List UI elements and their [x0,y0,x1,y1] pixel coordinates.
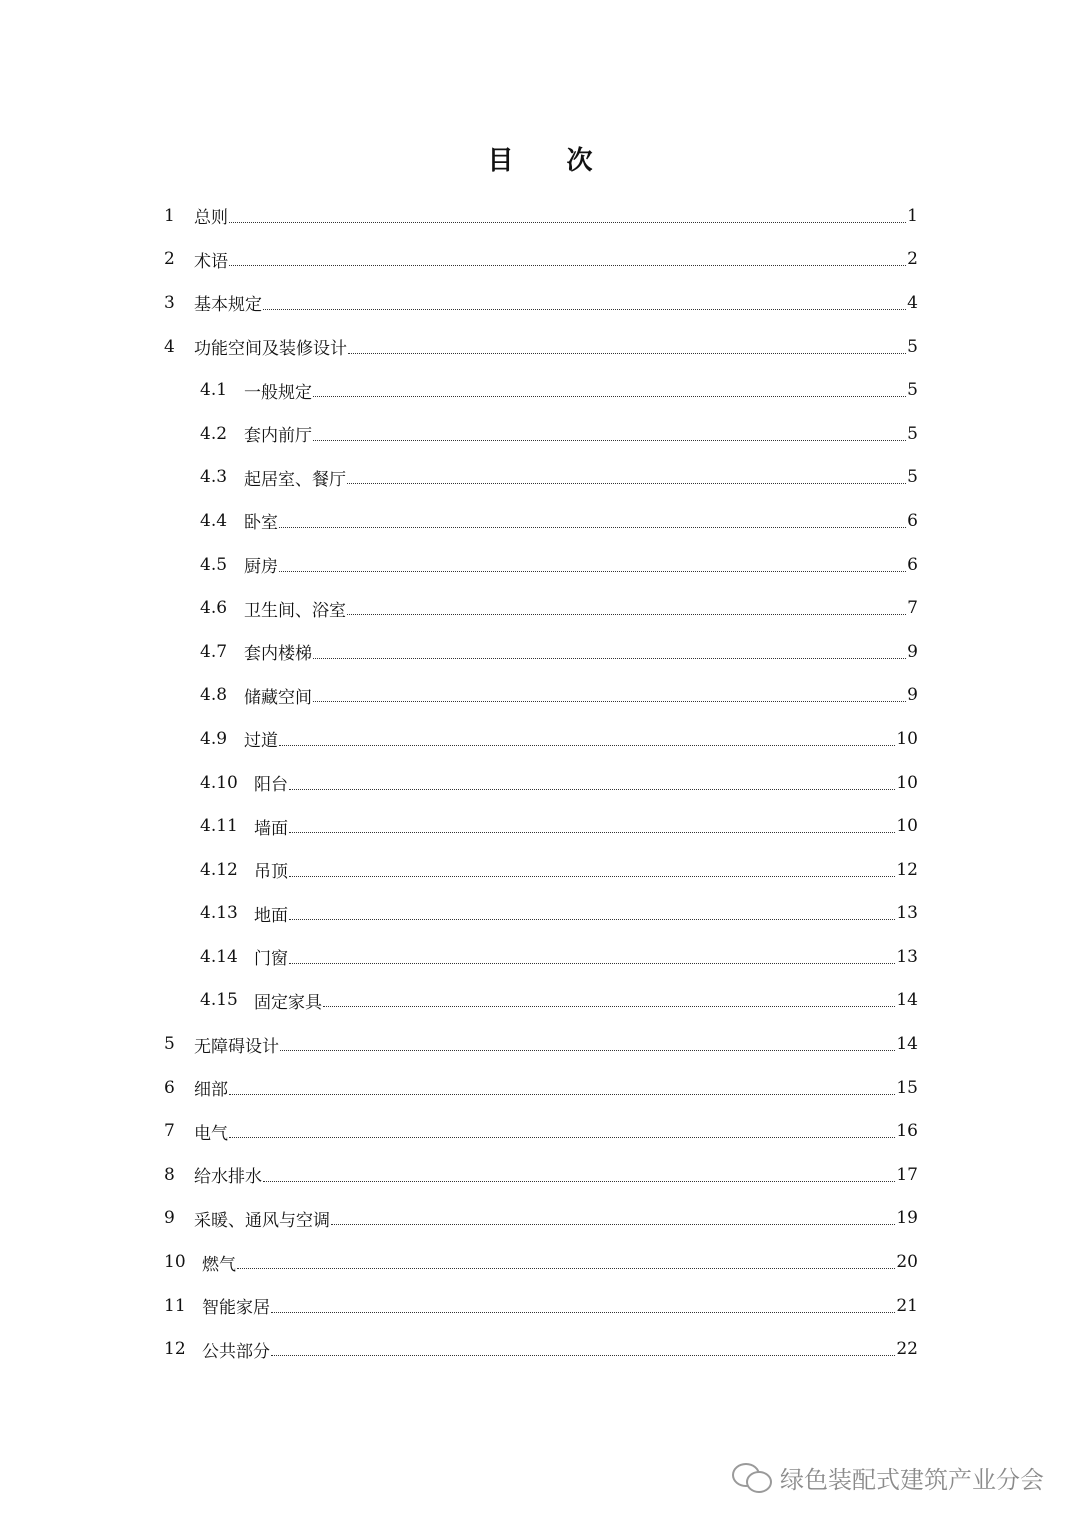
toc-entry[interactable] [160,586,918,630]
toc-entry-page: 9 [907,685,918,706]
toc-dot-leader [263,1180,895,1182]
toc-entry-number: 12 [164,1339,186,1360]
toc-entry-number: 4.13 [200,903,238,924]
toc-entry[interactable] [160,804,918,848]
toc-dot-leader [347,613,906,615]
toc-dot-leader [279,526,906,528]
toc-entry-label: 起居室、餐厅 [244,469,346,490]
toc-entry-number: 4.5 [200,554,228,575]
toc-entry-label: 套内楼梯 [244,644,312,665]
toc-entry-page: 5 [907,467,918,488]
toc-entry-page: 7 [907,598,918,619]
watermark [732,1460,1044,1495]
toc-entry-page: 14 [896,1034,918,1055]
toc-dot-leader [348,352,906,354]
toc-entry-number: 4.10 [200,772,238,793]
toc-dot-leader [229,1093,895,1095]
toc-entry-number: 4.9 [200,728,228,749]
toc-entry-page: 6 [907,510,918,531]
toc-entry-label: 阳台 [254,775,288,796]
toc-dot-leader [313,657,906,659]
toc-entry-label: 一般规定 [244,382,312,403]
toc-entry-page: 9 [907,641,918,662]
toc-entry-number: 10 [164,1252,186,1273]
toc-entry-number: 8 [164,1164,175,1185]
toc-entry-number: 7 [164,1121,175,1142]
toc-entry-number: 4.3 [200,467,228,488]
toc-entry-page: 16 [896,1121,918,1142]
page-title: 目 次 [487,146,615,176]
toc-entry[interactable] [160,892,918,936]
toc-entry-label: 给水排水 [194,1167,262,1188]
toc-entry-number: 2 [164,249,175,270]
toc-entry-page: 10 [896,816,918,837]
toc-entry[interactable] [160,325,918,369]
toc-entry[interactable] [160,674,918,718]
toc-dot-leader [263,308,906,310]
toc-entry[interactable] [160,281,918,325]
toc-entry-page: 6 [907,554,918,575]
toc-entry[interactable] [160,979,918,1023]
toc-entry[interactable] [160,848,918,892]
toc-entry-label: 地面 [254,905,288,926]
toc-entry-number: 1 [164,205,175,226]
toc-dot-leader [313,439,906,441]
toc-entry[interactable] [160,1022,918,1066]
toc-dot-leader [331,1223,895,1225]
toc-entry[interactable] [160,1284,918,1328]
toc-entry-page: 22 [896,1339,918,1360]
toc-entry-page: 2 [907,249,918,270]
toc-dot-leader [289,962,895,964]
toc-entry-label: 墙面 [254,818,288,839]
toc-entry[interactable] [160,368,918,412]
toc-entry-page: 21 [896,1295,918,1316]
toc-entry[interactable] [160,935,918,979]
toc-entry-page: 12 [896,859,918,880]
toc-entry[interactable] [160,194,918,238]
toc-entry-page: 5 [907,380,918,401]
toc-dot-leader [280,1049,895,1051]
toc-entry-number: 4.14 [200,946,238,967]
toc-entry[interactable] [160,717,918,761]
toc-entry-number: 4.4 [200,510,228,531]
toc-entry-label: 功能空间及装修设计 [194,339,347,360]
toc-entry-label: 基本规定 [194,295,262,316]
toc-entry[interactable] [160,1066,918,1110]
toc-entry[interactable] [160,412,918,456]
toc-entry[interactable] [160,543,918,587]
toc-entry-number: 4.11 [200,816,238,837]
toc-entry-label: 卧室 [244,513,278,534]
toc-entry-number: 11 [164,1295,186,1316]
toc-dot-leader [237,1267,895,1269]
toc-entry-number: 9 [164,1208,175,1229]
toc-entry-page: 14 [896,990,918,1011]
toc-entry[interactable] [160,499,918,543]
watermark-text: 绿色装配式建筑产业分会 [780,1466,1044,1494]
toc-entry-number: 4.8 [200,685,228,706]
toc-entry-label: 卫生间、浴室 [244,600,346,621]
toc-dot-leader [313,700,906,702]
wechat-icon [732,1461,772,1495]
toc-entry-number: 4.2 [200,423,228,444]
table-of-contents [160,194,918,1371]
toc-dot-leader [289,875,895,877]
toc-dot-leader [229,264,906,266]
toc-entry-number: 6 [164,1077,175,1098]
toc-entry-label: 无障碍设计 [194,1036,279,1057]
toc-dot-leader [279,570,906,572]
toc-entry-page: 17 [896,1164,918,1185]
toc-dot-leader [271,1311,895,1313]
toc-entry-label: 固定家具 [254,992,322,1013]
toc-dot-leader [271,1354,895,1356]
toc-entry-number: 4.1 [200,380,228,401]
toc-entry-page: 10 [896,772,918,793]
toc-entry-label: 总则 [194,208,228,229]
toc-entry-page: 15 [896,1077,918,1098]
toc-entry-label: 套内前厅 [244,426,312,447]
toc-entry[interactable] [160,630,918,674]
toc-dot-leader [323,1005,895,1007]
toc-entry-label: 电气 [194,1123,228,1144]
toc-entry-label: 智能家居 [202,1298,270,1319]
toc-entry-label: 过道 [244,731,278,752]
toc-entry-label: 门窗 [254,949,288,970]
toc-dot-leader [347,482,906,484]
toc-dot-leader [289,831,895,833]
toc-entry-page: 10 [896,728,918,749]
toc-entry-page: 13 [896,903,918,924]
toc-entry[interactable] [160,1240,918,1284]
toc-entry-number: 4.7 [200,641,228,662]
toc-entry-number: 3 [164,292,175,313]
toc-entry-label: 厨房 [244,557,278,578]
toc-entry-label: 细部 [194,1080,228,1101]
toc-entry-page: 5 [907,423,918,444]
toc-dot-leader [289,788,895,790]
toc-entry[interactable] [160,761,918,805]
toc-entry-label: 采暖、通风与空调 [194,1210,330,1231]
toc-entry-page: 5 [907,336,918,357]
toc-entry-number: 4.15 [200,990,238,1011]
toc-entry-label: 燃气 [202,1254,236,1275]
toc-entry-page: 19 [896,1208,918,1229]
toc-entry-number: 4 [164,336,175,357]
toc-dot-leader [229,221,906,223]
toc-entry-page: 4 [907,292,918,313]
toc-dot-leader [229,1136,895,1138]
toc-entry[interactable] [160,1197,918,1241]
toc-entry[interactable] [160,456,918,500]
toc-entry-page: 13 [896,946,918,967]
toc-entry-number: 4.6 [200,598,228,619]
toc-entry[interactable] [160,1109,918,1153]
toc-entry-label: 术语 [194,251,228,272]
toc-entry-label: 储藏空间 [244,687,312,708]
toc-entry[interactable] [160,238,918,282]
toc-entry-number: 4.12 [200,859,238,880]
toc-dot-leader [279,744,895,746]
toc-entry-label: 吊顶 [254,862,288,883]
toc-entry-number: 5 [164,1034,175,1055]
toc-entry-page: 1 [907,205,918,226]
toc-entry-page: 20 [896,1252,918,1273]
toc-dot-leader [313,395,906,397]
toc-entry[interactable] [160,1327,918,1371]
toc-entry-label: 公共部分 [202,1341,270,1362]
toc-entry[interactable] [160,1153,918,1197]
toc-dot-leader [289,918,895,920]
